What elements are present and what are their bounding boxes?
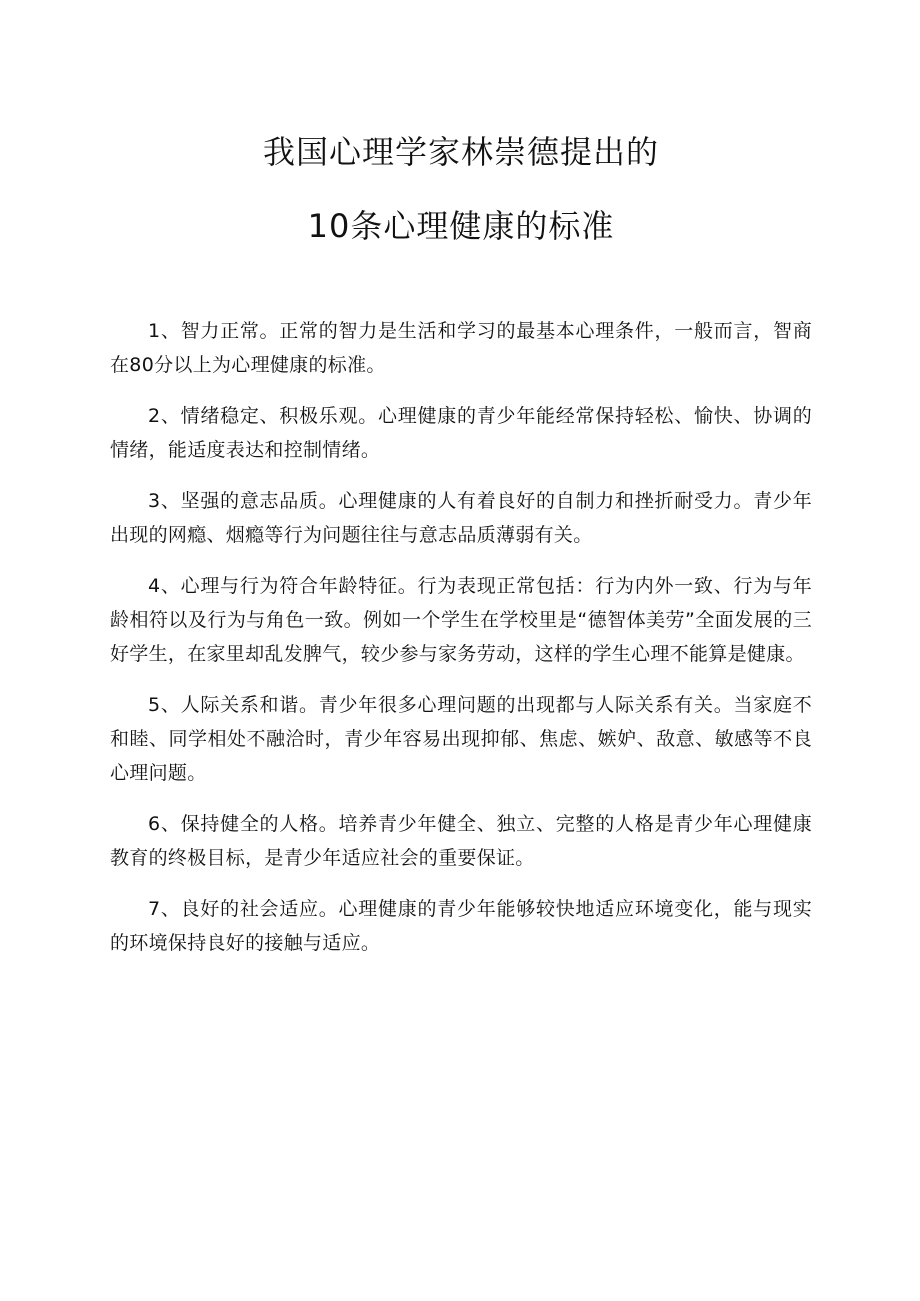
paragraph-standard-7: 7、良好的社会适应。心理健康的青少年能够较快地适应环境变化，能与现实的环境保持良好的接触与适应。 bbox=[110, 898, 812, 954]
paragraph-standard-3: 3、坚强的意志品质。心理健康的人有着良好的自制力和挫折耐受力。青少年出现的网瘾、烟瘾等行为问题往往与意志品质薄弱有关。 bbox=[110, 490, 812, 546]
paragraph-standard-5: 5、人际关系和谐。青少年很多心理问题的出现都与人际关系有关。当家庭不和睦、同学相处不融洽时，青少年容易出现抑郁、焦虑、嫉妒、敌意、敏感等不良心理问题。 bbox=[110, 694, 812, 784]
paragraph-standard-6: 6、保持健全的人格。培养青少年健全、独立、完整的人格是青少年心理健康教育的终极目标，是青少年适应社会的重要保证。 bbox=[110, 813, 812, 869]
paragraph-standard-4: 4、心理与行为符合年龄特征。行为表现正常包括：行为内外一致、行为与年龄相符以及行为与角色一致。例如一个学生在学校里是“德智体美劳”全面发展的三好学生，在家里却乱发脾气，较少参与家务劳动，这样的学生心理不能算是健康。 bbox=[110, 575, 812, 665]
document-title-line-2: 10条心理健康的标准 bbox=[307, 207, 615, 245]
document-body bbox=[110, 314, 812, 960]
document-title-line-1: 我国心理学家林崇德提出的 bbox=[262, 133, 659, 171]
paragraph-standard-2: 2、情绪稳定、积极乐观。心理健康的青少年能经常保持轻松、愉快、协调的情绪，能适度表达和控制情绪。 bbox=[110, 405, 812, 461]
paragraph-standard-1: 1、智力正常。正常的智力是生活和学习的最基本心理条件，一般而言，智商在80分以上为心理健康的标准。 bbox=[110, 320, 812, 376]
